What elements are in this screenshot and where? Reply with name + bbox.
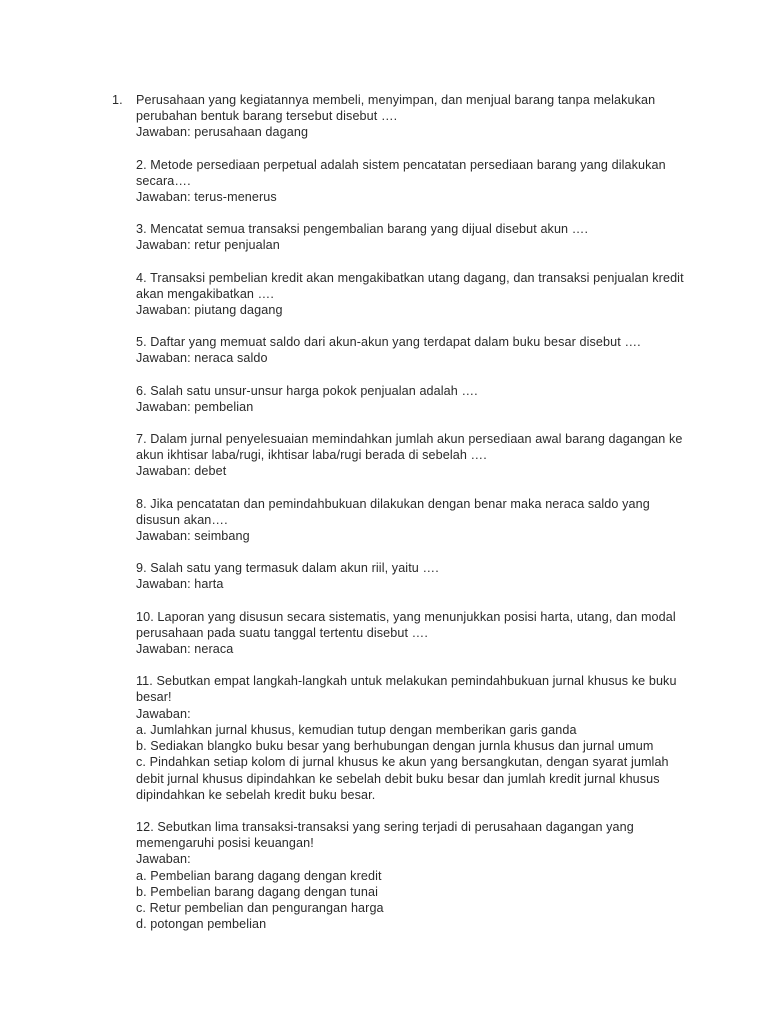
question-text-line: perubahan bentuk barang tersebut disebut …. [136,109,398,124]
answer-text-line: Jawaban: piutang dagang [136,303,283,318]
question-text-line: 8. Jika pencatatan dan pemindahbukuan dilakukan dengan benar maka neraca saldo yang [136,496,650,511]
question-text-line: 7. Dalam jurnal penyelesuaian memindahkan jumlah akun persediaan awal barang dagangan ke [136,432,683,447]
question-text-line: Perusahaan yang kegiatannya membeli, menyimpan, dan menjual barang tanpa melakukan [136,93,656,107]
answer-text-line: Jawaban: harta [136,577,224,592]
question-text-line: memengaruhi posisi keuangan! [136,836,314,851]
answer-text-line: Jawaban: neraca [136,642,234,657]
question-text-line: 11. Sebutkan empat langkah-langkah untuk melakukan pemindahbukuan jurnal khusus ke buku [136,674,677,689]
question-text-line: 6. Salah satu unsur-unsur harga pokok penjualan adalah …. [136,383,478,398]
answer-text-line: c. Retur pembelian dan pengurangan harga [136,900,384,915]
question-item [136,221,696,253]
question-text-line: besar! [136,690,172,705]
question-text-line: 4. Transaksi pembelian kredit akan mengakibatkan utang dagang, dan transaksi penjualan kredit [136,270,684,285]
question-text-line: secara…. [136,173,191,188]
answer-text-line: b. Sediakan blangko buku besar yang berhubungan dengan jurnla khusus dan jurnal umum [136,739,654,754]
answer-text-line: Jawaban: [136,706,191,721]
question-text-line: 12. Sebutkan lima transaksi-transaksi yang sering terjadi di perusahaan dagangan yang [136,819,634,834]
answer-text-line: Jawaban: [136,852,191,867]
question-item [136,383,696,415]
question-text-line: 10. Laporan yang disusun secara sistematis, yang menunjukkan posisi harta, utang, dan modal [136,609,676,624]
answer-text-line: debit jurnal khusus dipindahkan ke sebelah debit buku besar dan jumlah kredit jurnal khusus [136,771,660,786]
question-item [136,431,696,480]
question-list [112,92,696,948]
question-item [136,609,696,658]
answer-text-line: Jawaban: neraca saldo [136,351,268,366]
question-number: 1. [112,93,123,107]
question-text-line: 5. Daftar yang memuat saldo dari akun-akun yang terdapat dalam buku besar disebut …. [136,335,641,350]
answer-text-line: dipindahkan ke sebelah kredit buku besar. [136,787,376,802]
question-text-line: disusun akan…. [136,512,228,527]
question-item [136,334,696,366]
answer-text-line: Jawaban: terus-menerus [136,190,277,205]
question-item [136,560,696,592]
answer-text-line: Jawaban: pembelian [136,399,254,414]
answer-text-line: Jawaban: seimbang [136,529,250,544]
answer-text-line: c. Pindahkan setiap kolom di jurnal khusus ke akun yang bersangkutan, dengan syarat jumlah [136,755,669,770]
question-text-line: 2. Metode persediaan perpetual adalah sistem pencatatan persediaan barang yang dilakukan [136,157,666,172]
question-item [136,157,696,206]
question-item [136,819,696,932]
answer-text-line: Jawaban: debet [136,464,227,479]
answer-text-line: Jawaban: retur penjualan [136,238,280,253]
question-text-line: 3. Mencatat semua transaksi pengembalian barang yang dijual disebut akun …. [136,222,589,237]
answer-text-line: Jawaban: perusahaan dagang [136,125,309,140]
question-item [136,673,696,803]
question-text-line: akun ikhtisar laba/rugi, ikhtisar laba/rugi berada di sebelah …. [136,448,487,463]
question-text-line: 9. Salah satu yang termasuk dalam akun riil, yaitu …. [136,561,439,576]
answer-text-line: a. Pembelian barang dagang dengan kredit [136,868,382,883]
question-item [136,496,696,545]
question-text-line: perusahaan pada suatu tanggal tertentu disebut …. [136,625,428,640]
question-item [136,270,696,319]
answer-text-line: d. potongan pembelian [136,917,267,932]
answer-text-line: a. Jumlahkan jurnal khusus, kemudian tutup dengan memberikan garis ganda [136,722,577,737]
question-item [112,92,696,141]
answer-text-line: b. Pembelian barang dagang dengan tunai [136,884,378,899]
question-text-line: akan mengakibatkan …. [136,286,274,301]
